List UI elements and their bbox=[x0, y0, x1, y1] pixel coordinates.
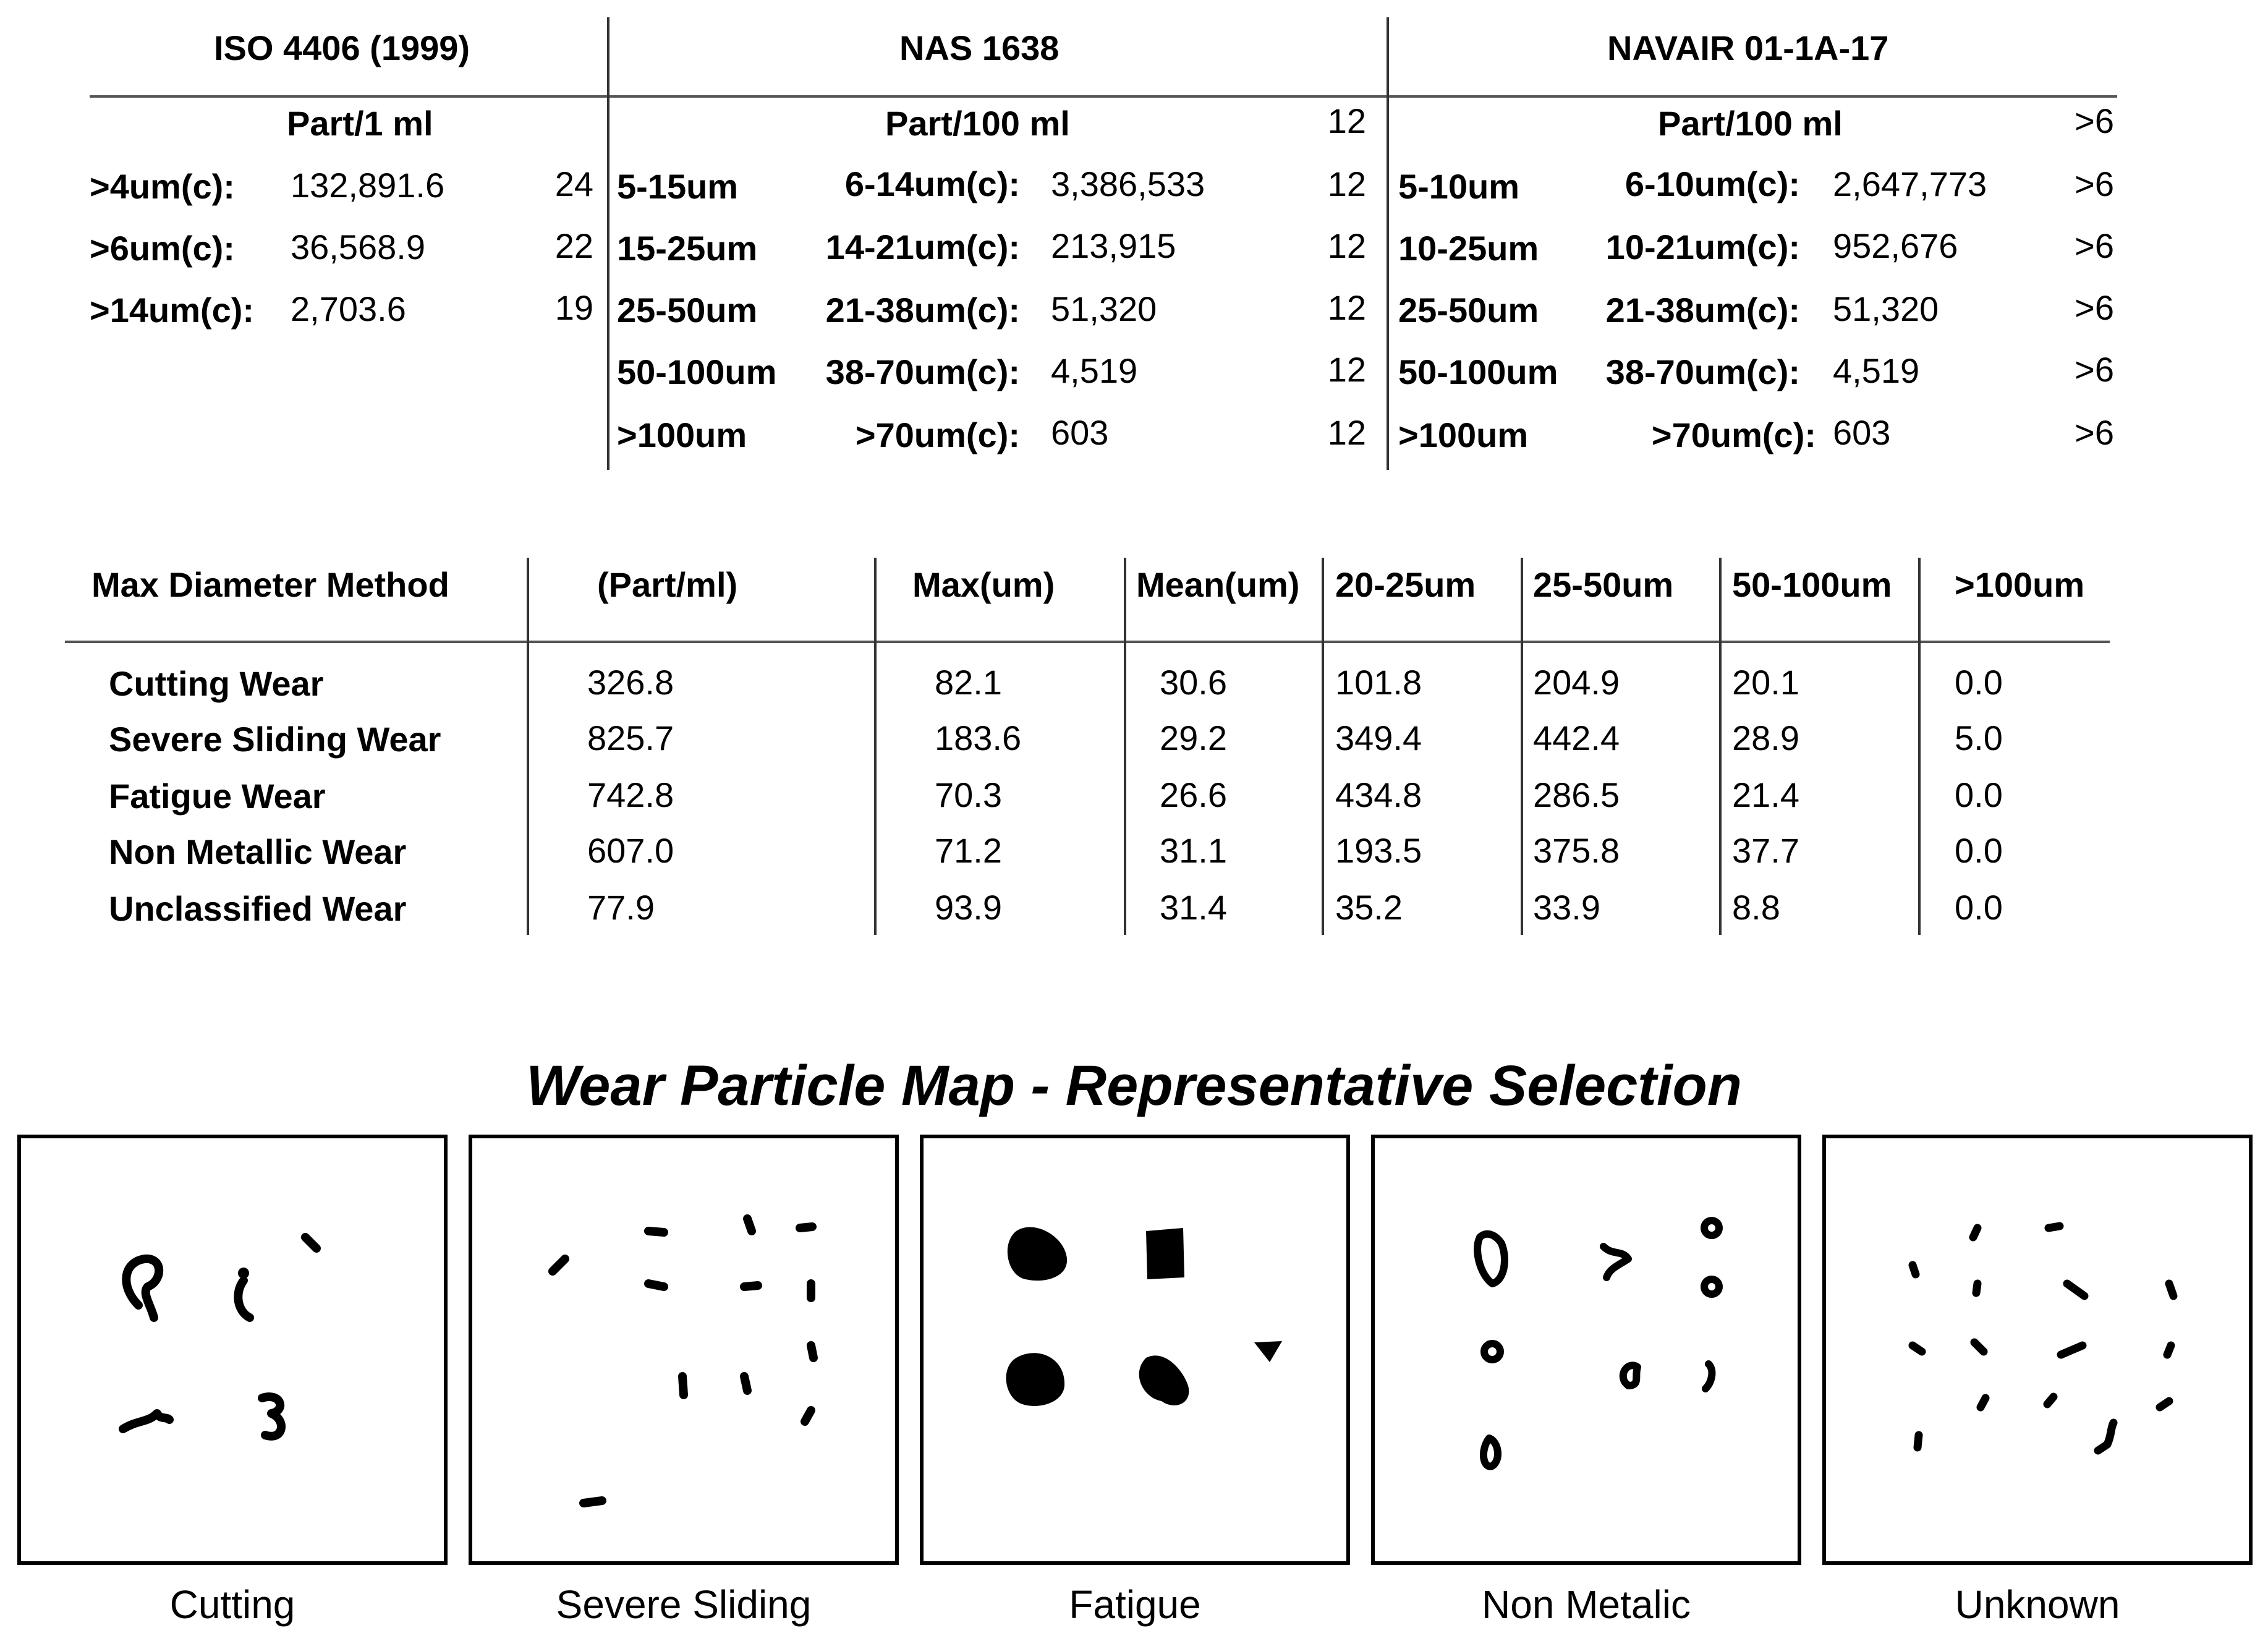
iso-row-label: >4um(c): bbox=[90, 167, 235, 206]
nas-row-value: 3,386,533 bbox=[1051, 164, 1205, 203]
navair-row-code: >6 bbox=[2075, 350, 2114, 389]
wear-cell: 26.6 bbox=[1160, 775, 1227, 814]
wear-cell: 442.4 bbox=[1533, 718, 1620, 757]
wear-row-name: Non Metallic Wear bbox=[109, 832, 407, 871]
nas-row-code: 12 bbox=[1327, 288, 1366, 327]
standards-header-divider bbox=[90, 95, 2117, 98]
navair-row-range: 25-50um bbox=[1398, 291, 1539, 330]
navair-row-value: 603 bbox=[1833, 413, 1891, 452]
navair-row-label: 21-38um(c): bbox=[1605, 291, 1800, 330]
particle-panel-cutting bbox=[17, 1135, 448, 1565]
nas-unit: Part/100 ml bbox=[885, 104, 1070, 143]
nas-row-value: 51,320 bbox=[1051, 289, 1157, 328]
nas-row-label: 14-21um(c): bbox=[825, 228, 1020, 266]
wear-col-divider bbox=[1918, 558, 1921, 935]
wear-cell: 71.2 bbox=[935, 831, 1002, 870]
wear-col-divider bbox=[1322, 558, 1324, 935]
nas-row-label: 38-70um(c): bbox=[825, 352, 1020, 391]
iso-row-value: 36,568.9 bbox=[291, 228, 425, 266]
navair-row-value: 2,647,773 bbox=[1833, 164, 1987, 203]
wear-cell: 31.1 bbox=[1160, 831, 1227, 870]
wear-cell: 82.1 bbox=[935, 663, 1002, 702]
wear-cell: 30.6 bbox=[1160, 663, 1227, 702]
iso-row-code: 22 bbox=[554, 226, 593, 265]
wear-row-name: Cutting Wear bbox=[109, 664, 324, 703]
caption-severe-sliding: Severe Sliding bbox=[556, 1582, 812, 1627]
nas-row-label: >70um(c): bbox=[855, 416, 1020, 454]
particle-panel-severe-sliding bbox=[469, 1135, 899, 1565]
iso-title: ISO 4406 (1999) bbox=[214, 28, 470, 67]
navair-row-code: >6 bbox=[2075, 288, 2114, 327]
wear-cell: 28.9 bbox=[1732, 718, 1799, 757]
wear-cell: 607.0 bbox=[587, 831, 674, 870]
wear-col-divider bbox=[527, 558, 529, 935]
wear-cell: 33.9 bbox=[1533, 888, 1600, 927]
wear-cell: 193.5 bbox=[1335, 831, 1422, 870]
wear-cell: 70.3 bbox=[935, 775, 1002, 814]
caption-unknown: Unknown bbox=[1955, 1582, 2120, 1627]
wear-col-divider bbox=[1124, 558, 1126, 935]
nas-row-label: 21-38um(c): bbox=[825, 291, 1020, 330]
wear-header-20-25: 20-25um bbox=[1335, 565, 1476, 604]
iso-row-code: 19 bbox=[554, 288, 593, 327]
wear-header-method: Max Diameter Method bbox=[91, 565, 449, 604]
iso-unit: Part/1 ml bbox=[287, 104, 433, 143]
particle-panel-fatigue bbox=[920, 1135, 1350, 1565]
navair-row-range: >100um bbox=[1398, 416, 1529, 454]
wear-cell: 20.1 bbox=[1732, 663, 1799, 702]
particle-image-non-metalic bbox=[1375, 1138, 1798, 1561]
wear-cell: 29.2 bbox=[1160, 718, 1227, 757]
navair-row-range: 50-100um bbox=[1398, 352, 1558, 391]
navair-row-range: 5-10um bbox=[1398, 167, 1520, 206]
wear-header-50-100: 50-100um bbox=[1732, 565, 1892, 604]
navair-row-range: 10-25um bbox=[1398, 229, 1539, 268]
wear-cell: 825.7 bbox=[587, 718, 674, 757]
particle-panel-non-metalic bbox=[1371, 1135, 1801, 1565]
wear-cell: 37.7 bbox=[1732, 831, 1799, 870]
wear-cell: 742.8 bbox=[587, 775, 674, 814]
wear-cell: 0.0 bbox=[1955, 888, 2003, 927]
wear-cell: 434.8 bbox=[1335, 775, 1422, 814]
particle-panel-unknown bbox=[1822, 1135, 2253, 1565]
navair-row-code: >6 bbox=[2075, 413, 2114, 452]
wear-header-mean: Mean(um) bbox=[1136, 565, 1300, 604]
wear-cell: 101.8 bbox=[1335, 663, 1422, 702]
nas-row-value: 603 bbox=[1051, 413, 1109, 452]
nas-row-code: 12 bbox=[1327, 413, 1366, 452]
wear-col-divider bbox=[1521, 558, 1523, 935]
standards-col-divider-1 bbox=[607, 17, 609, 470]
wear-cell: 77.9 bbox=[587, 888, 655, 927]
particle-image-cutting bbox=[21, 1138, 444, 1561]
nas-row-range: 5-15um bbox=[617, 167, 739, 206]
navair-row-code: >6 bbox=[2075, 226, 2114, 265]
navair-row-value: 51,320 bbox=[1833, 289, 1939, 328]
wear-cell: 286.5 bbox=[1533, 775, 1620, 814]
wear-row-name: Severe Sliding Wear bbox=[109, 720, 441, 759]
navair-row-value: 4,519 bbox=[1833, 351, 1920, 390]
wear-header-25-50: 25-50um bbox=[1533, 565, 1674, 604]
wear-cell: 8.8 bbox=[1732, 888, 1780, 927]
wear-row-name: Fatigue Wear bbox=[109, 777, 326, 816]
wear-cell: 204.9 bbox=[1533, 663, 1620, 702]
particle-image-severe-sliding bbox=[472, 1138, 895, 1561]
caption-non-metalic: Non Metalic bbox=[1482, 1582, 1691, 1627]
wear-row-name: Unclassified Wear bbox=[109, 889, 407, 928]
wear-cell: 21.4 bbox=[1732, 775, 1799, 814]
standards-col-divider-2 bbox=[1387, 17, 1389, 470]
iso-row-label: >6um(c): bbox=[90, 229, 235, 268]
nas-title: NAS 1638 bbox=[899, 28, 1060, 67]
nas-row-label: 6-14um(c): bbox=[844, 164, 1020, 203]
wear-col-divider bbox=[1719, 558, 1722, 935]
particle-map-title: Wear Particle Map - Representative Selection bbox=[526, 1054, 1742, 1117]
navair-row-label: 38-70um(c): bbox=[1605, 352, 1800, 391]
navair-row-label: 10-21um(c): bbox=[1605, 228, 1800, 266]
wear-cell: 31.4 bbox=[1160, 888, 1227, 927]
wear-col-divider bbox=[874, 558, 877, 935]
nas-row-range: 15-25um bbox=[617, 229, 758, 268]
wear-cell: 349.4 bbox=[1335, 718, 1422, 757]
iso-row-label: >14um(c): bbox=[90, 291, 255, 330]
nas-row-code: 12 bbox=[1327, 350, 1366, 389]
wear-cell: 375.8 bbox=[1533, 831, 1620, 870]
wear-header-count: (Part/ml) bbox=[597, 565, 738, 604]
wear-cell: 0.0 bbox=[1955, 775, 2003, 814]
particle-image-unknown bbox=[1826, 1138, 2249, 1561]
nas-row-range: 50-100um bbox=[617, 352, 777, 391]
navair-row-label: >70um(c): bbox=[1651, 416, 1816, 454]
nas-row-value: 213,915 bbox=[1051, 226, 1176, 265]
caption-fatigue: Fatigue bbox=[1069, 1582, 1201, 1627]
navair-row-code: >6 bbox=[2075, 164, 2114, 203]
particle-image-fatigue bbox=[924, 1138, 1346, 1561]
navair-title: NAVAIR 01-1A-17 bbox=[1607, 28, 1889, 67]
wear-header-over-100: >100um bbox=[1955, 565, 2085, 604]
iso-row-code: 24 bbox=[554, 164, 593, 203]
wear-cell: 93.9 bbox=[935, 888, 1002, 927]
navair-unit: Part/100 ml bbox=[1658, 104, 1843, 143]
iso-row-value: 2,703.6 bbox=[291, 289, 406, 328]
wear-cell: 0.0 bbox=[1955, 831, 2003, 870]
navair-unit-code: >6 bbox=[2075, 101, 2114, 140]
caption-cutting: Cutting bbox=[169, 1582, 295, 1627]
nas-row-code: 12 bbox=[1327, 164, 1366, 203]
wear-cell: 35.2 bbox=[1335, 888, 1403, 927]
nas-row-range: >100um bbox=[617, 416, 747, 454]
wear-table-header-divider bbox=[65, 641, 2110, 643]
navair-row-value: 952,676 bbox=[1833, 226, 1958, 265]
nas-row-value: 4,519 bbox=[1051, 351, 1138, 390]
wear-cell: 5.0 bbox=[1955, 718, 2003, 757]
navair-row-label: 6-10um(c): bbox=[1625, 164, 1800, 203]
nas-row-range: 25-50um bbox=[617, 291, 758, 330]
wear-cell: 326.8 bbox=[587, 663, 674, 702]
nas-row-code: 12 bbox=[1327, 226, 1366, 265]
wear-cell: 183.6 bbox=[935, 718, 1022, 757]
iso-row-value: 132,891.6 bbox=[291, 166, 445, 205]
wear-header-max: Max(um) bbox=[912, 565, 1055, 604]
nas-unit-code: 12 bbox=[1327, 101, 1366, 140]
wear-cell: 0.0 bbox=[1955, 663, 2003, 702]
